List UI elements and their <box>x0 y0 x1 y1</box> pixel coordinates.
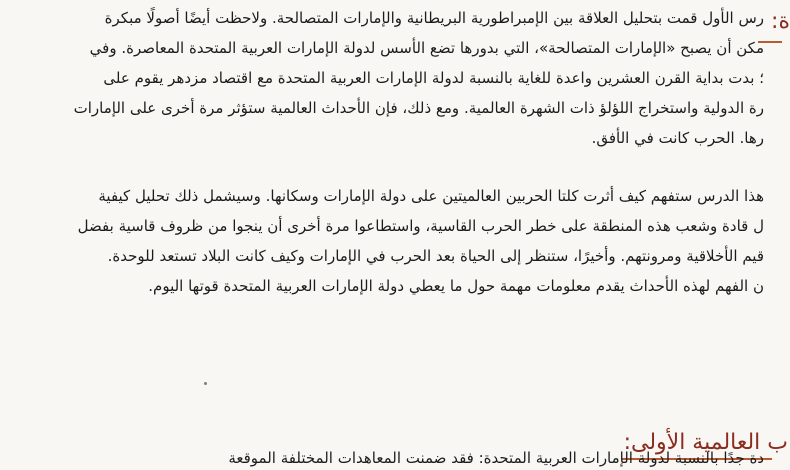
paragraph-1-line-5: رها. الحرب كانت في الأفق. <box>591 129 764 147</box>
section-heading-world-war-1: ب العالمية الأولى: <box>623 430 788 455</box>
paragraph-2-line-3: قيم الأخلاقية ومرونتهم. وأخيرًا، ستنظر إلى الحياة بعد الحرب في الإمارات وكيف كانت البلاد تستعد للوحدة. <box>107 247 764 265</box>
paragraph-2-line-4: ن الفهم لهذه الأحداث يقدم معلومات مهمة حول ما يعطي دولة الإمارات العربية المتحدة قوتها اليوم. <box>148 277 764 295</box>
paragraph-2-line-1: هذا الدرس ستفهم كيف أثرت كلتا الحربين العالميتين على دولة الإمارات وسكانها. وسيشمل ذلك تحليل كيفية <box>98 187 764 205</box>
paragraph-1-line-1: رس الأول قمت بتحليل العلاقة بين الإمبراطورية البريطانية والإمارات المتصالحة. ولاحظت أيضًا أصولًا مبكرة <box>104 9 764 27</box>
paragraph-2-line-2: ل قادة وشعب هذه المنطقة على خطر الحرب القاسية، واستطاعوا مرة أخرى أن ينجوا من ظروف قاسية بفضل <box>77 217 764 235</box>
section-heading-intro: ة: <box>771 9 790 34</box>
paragraph-1-line-4: رة الدولية واستخراج اللؤلؤ ذات الشهرة العالمية. ومع ذلك، فإن الأحداث العالمية ستؤثر مرة أخرى على الإمارات <box>73 99 764 117</box>
decorative-dot <box>204 382 207 385</box>
paragraph-1-line-3: ؛ بدت بداية القرن العشرين واعدة للغاية بالنسبة لدولة الإمارات العربية المتحدة مع اقتصاد مزدهر يقوم على <box>103 69 764 87</box>
paragraph-3-line-1: دة جدًا بالنسبة لدولة الإمارات العربية المتحدة: فقد ضمنت المعاهدات المختلفة الموقعة <box>228 449 764 467</box>
paragraph-1-line-2: مكن أن يصبح «الإمارات المتصالحة»، التي بدورها تضع الأسس لدولة الإمارات العربية المتحدة المعاصرة. وفي <box>89 39 764 57</box>
